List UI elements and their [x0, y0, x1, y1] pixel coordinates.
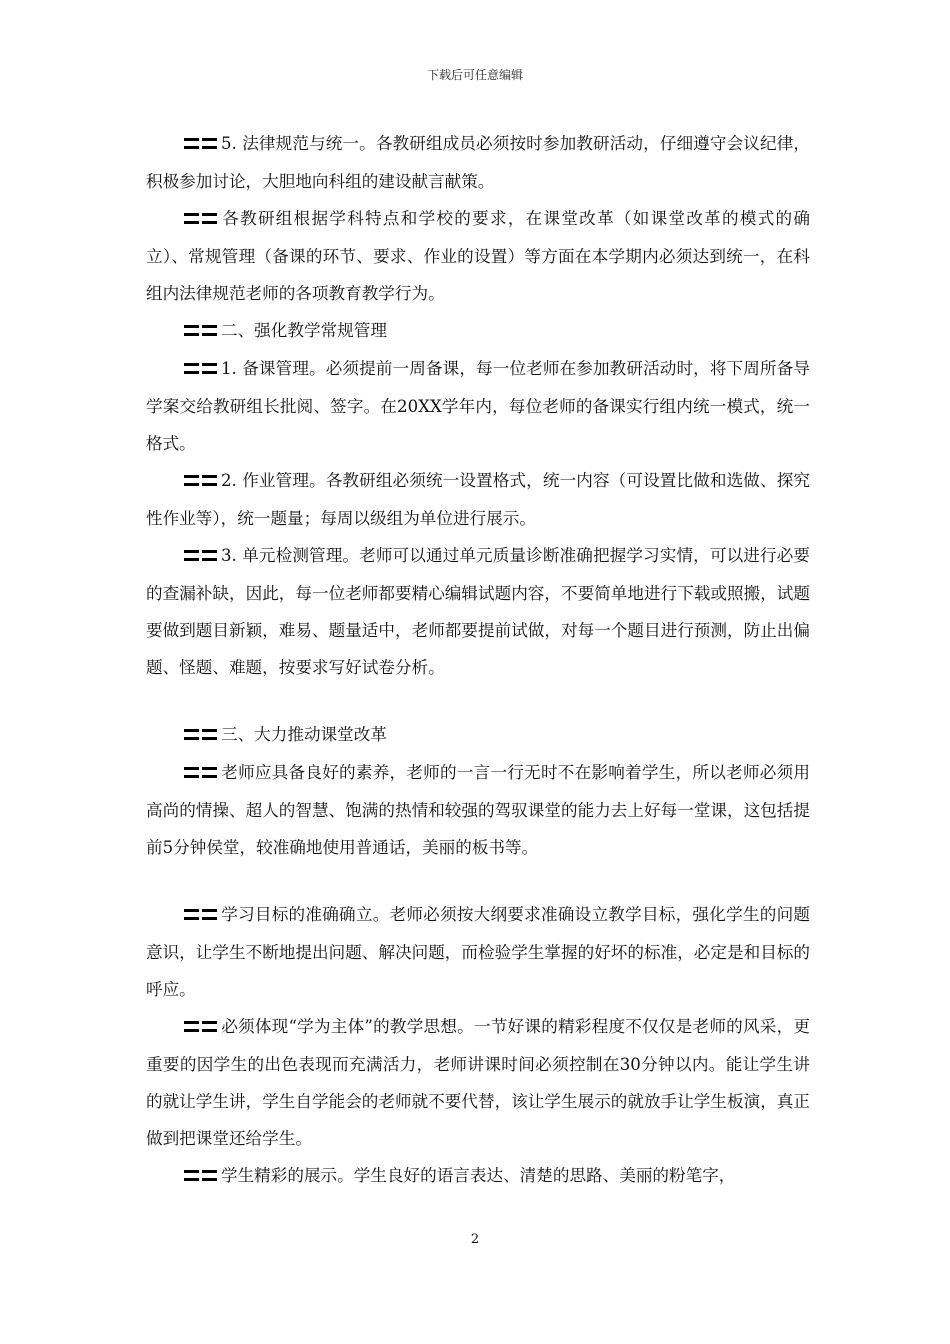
section-heading: [146, 312, 810, 350]
bullet-marker-icon: [184, 896, 220, 933]
section-heading: [146, 716, 810, 754]
paragraph: [146, 537, 810, 686]
page-header: 下载后可任意编辑: [426, 68, 523, 82]
bullet-marker-icon: [184, 754, 220, 791]
paragraph-text: 1. 备课管理。必须提前一周备课，每一位老师在参加教研活动时，将下周所备导学案交给教研组长批阅、签字。在20XX学年内，每位老师的备课实行组内统一模式，统一格式。: [146, 359, 810, 453]
paragraph-text: 2. 作业管理。各教研组必须统一设置格式，统一内容（可设置比做和选做、探究性作业等），统一题量；每周以级组为单位进行展示。: [146, 471, 810, 528]
bullet-marker-icon: [184, 312, 220, 349]
bullet-marker-icon: [184, 1008, 220, 1045]
paragraph-text: 各教研组根据学科特点和学校的要求，在课堂改革（如课堂改革的模式的确立）、常规管理（备课的环节、要求、作业的设置）等方面在本学期内必须达到统一，在科组内法律规范老师的各项教育教学行为。: [146, 209, 810, 303]
bullet-marker-icon: [184, 716, 220, 753]
bullet-marker-icon: [184, 350, 220, 387]
paragraph-text: 5. 法律规范与统一。各教研组成员必须按时参加教研活动，仔细遵守会议纪律，积极参加讨论，大胆地向科组的建设献言献策。: [146, 134, 810, 191]
bullet-marker-icon: [184, 125, 220, 162]
paragraph-text: 3. 单元检测管理。老师可以通过单元质量诊断准确把握学习实情，可以进行必要的查漏补缺，因此，每一位老师都要精心编辑试题内容，不要简单地进行下载或照搬，试题要做到题目新颖，难易、题量适中，老师都要提前试做，对每一个题目进行预测，防止出偏题、怪题、难题，按要求写好试卷分析。: [146, 546, 810, 677]
paragraph: [146, 1008, 810, 1157]
page-number: 2: [470, 1232, 480, 1247]
document-body: [146, 125, 810, 1195]
paragraph-text: 学生精彩的展示。学生良好的语言表达、清楚的思路、美丽的粉笔字，: [221, 1166, 736, 1185]
bullet-marker-icon: [184, 462, 220, 499]
paragraph: [146, 1157, 810, 1195]
paragraph-text: 必须体现“学为主体”的教学思想。一节好课的精彩程度不仅仅是老师的风采，更重要的因学生的出色表现而充满活力，老师讲课时间必须控制在30分钟以内。能让学生讲的就让学生讲，学生自学能会的老师就不要代替，该让学生展示的就放手让学生板演，真正做到把课堂还给学生。: [146, 1017, 810, 1148]
paragraph: [146, 754, 810, 866]
paragraph: [146, 462, 810, 537]
paragraph-text: 学习目标的准确确立。老师必须按大纲要求准确设立教学目标，强化学生的问题意识，让学生不断地提出问题、解决问题，而检验学生掌握的好坏的标准，必定是和目标的呼应。: [146, 905, 810, 999]
paragraph: [146, 896, 810, 1008]
section-heading-text: 二、强化教学常规管理: [221, 321, 387, 340]
section-heading-text: 三、大力推动课堂改革: [221, 725, 387, 744]
bullet-marker-icon: [184, 537, 220, 574]
bullet-marker-icon: [184, 1157, 220, 1194]
paragraph: [146, 125, 810, 200]
paragraph: [146, 200, 810, 312]
paragraph: [146, 350, 810, 462]
paragraph-text: 老师应具备良好的素养，老师的一言一行无时不在影响着学生，所以老师必须用高尚的情操、超人的智慧、饱满的热情和较强的驾驭课堂的能力去上好每一堂课，这包括提前5分钟侯堂，较准确地使用普通话，美丽的板书等。: [146, 763, 810, 857]
bullet-marker-icon: [184, 200, 220, 237]
